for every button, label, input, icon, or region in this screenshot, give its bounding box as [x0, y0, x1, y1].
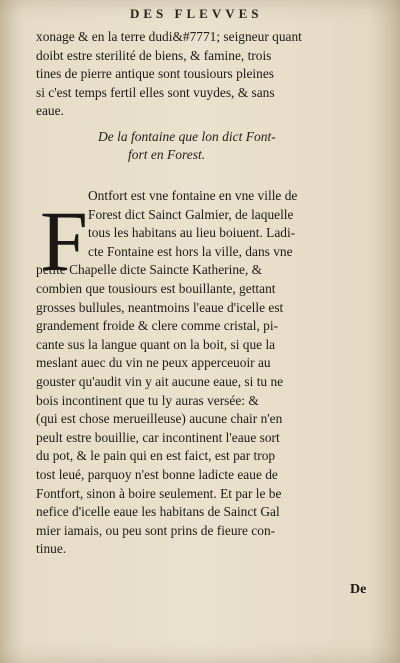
- text-line: grandement froide & clere comme cristal, pi-: [36, 318, 279, 334]
- text-line: (qui est chose merueilleuse) aucune chair n'en: [36, 411, 283, 427]
- drop-cap: F: [40, 193, 88, 289]
- heading-line: fort en Forest.: [128, 147, 206, 162]
- text-line: eaue.: [36, 103, 64, 119]
- text-line: Fontfort, sinon à boire seulement. Et par le be: [36, 485, 282, 501]
- text-line: Ontfort est vne fontaine en vne ville de: [88, 188, 298, 203]
- top-paragraph: [36, 28, 388, 121]
- text-line: mier iamais, ou peu sont prins de fieure con-: [36, 522, 276, 538]
- text-line: peult estre bouillie, car incontinent l'eaue sort: [36, 429, 280, 445]
- text-line: tous les habitans au lieu boiuent. Ladi-: [88, 225, 296, 241]
- text-line: doibt estre sterilité de biens, & famine, trois: [36, 47, 272, 63]
- text-line: si c'est temps fertil elles sont vuydes, & sans: [36, 84, 275, 100]
- text-line: petite Chapelle dicte Saincte Katherine, &: [36, 262, 263, 278]
- heading-line: De la fontaine que lon dict Font-: [98, 129, 276, 144]
- text-line: cte Fontaine est hors la ville, dans vne: [88, 243, 293, 259]
- text-line: xonage & en la terre dudi&#7771; seigneur quant: [36, 29, 302, 44]
- body-paragraph: [36, 187, 388, 559]
- text-line: nefice d'icelle eaue les habitans de Sainct Gal: [36, 504, 280, 520]
- catchword: De: [350, 582, 367, 597]
- text-line: cante sus la langue quant on la boit, si que la: [36, 336, 276, 352]
- text-line: Forest dict Sainct Galmier, de laquelle: [88, 206, 294, 222]
- text-line: tines de pierre antique sont tousiours pleines: [36, 66, 275, 82]
- text-line: grosses bullules, neantmoins l'eaue d'icelle est: [36, 299, 284, 315]
- text-line: tost leué, parquoy n'est bonne ladicte eaue de: [36, 466, 278, 482]
- section-heading: [98, 128, 368, 164]
- text-line: tinue.: [36, 541, 67, 557]
- text-line: meslant auec du vin ne peux apperceuoir au: [36, 355, 271, 371]
- text-line: gouster qu'audit vin y ait aucune eaue, si tu ne: [36, 373, 284, 389]
- text-line: combien que tousiours est bouillante, gettant: [36, 280, 276, 296]
- text-line: bois incontinent que tu ly auras versée: &: [36, 392, 259, 408]
- running-head: DES FLEVVES: [130, 6, 263, 21]
- text-line: du pot, & le pain qui en est faict, est par trop: [36, 448, 276, 464]
